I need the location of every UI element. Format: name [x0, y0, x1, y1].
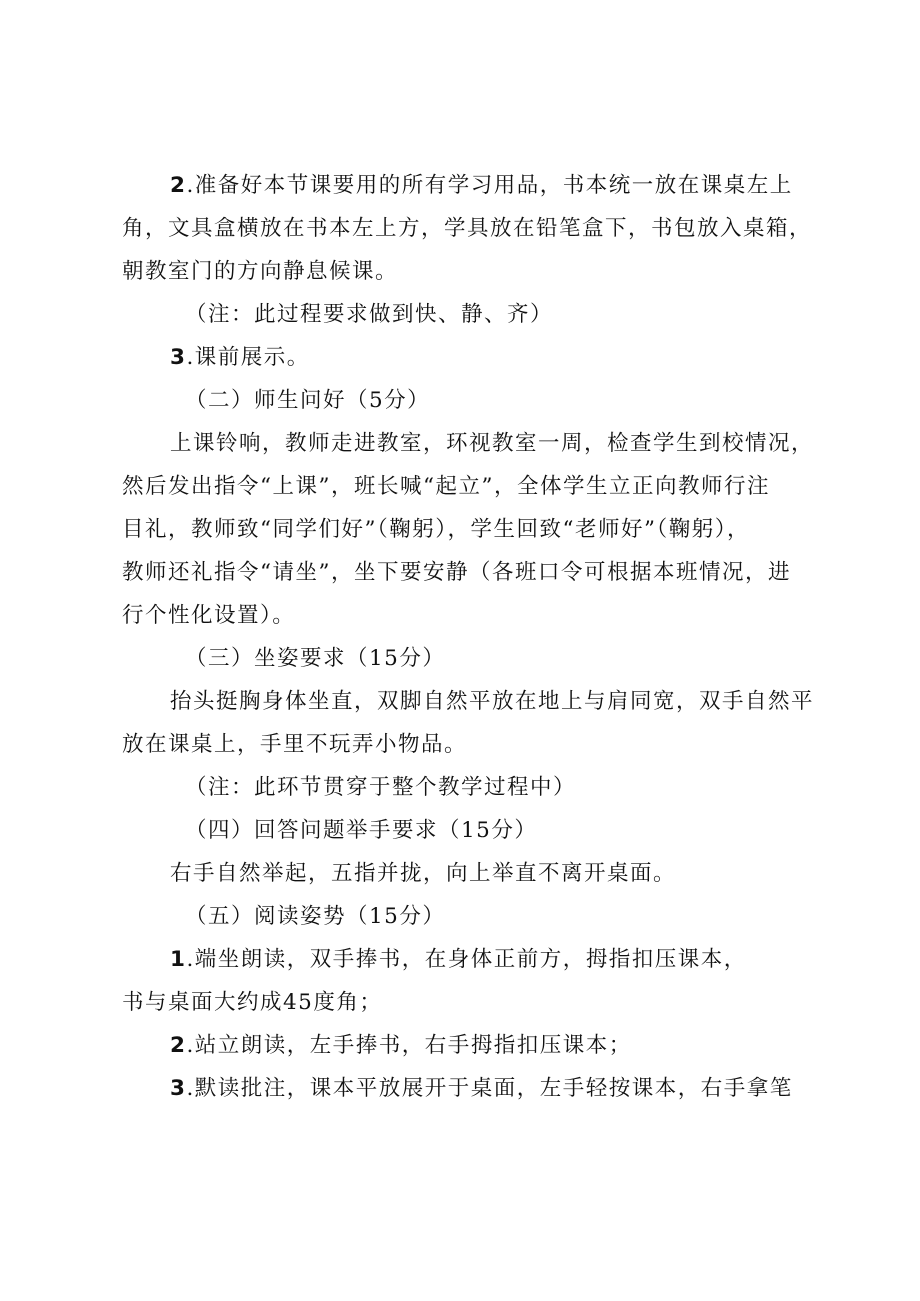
section-3-paragraph-line: 放在课桌上，手里不玩弄小物品。 — [122, 732, 468, 757]
section-2-paragraph-line: 上课铃响，教师走进教室，环视教室一周，检查学生到校情况， — [170, 431, 815, 456]
item-2-line-2: 角，文具盒横放在书本左上方，学具放在铅笔盒下，书包放入桌箱， — [122, 216, 813, 241]
note-1: （注：此过程要求做到快、静、齐） — [185, 302, 554, 327]
reading-item-3-text: .默读批注，课本平放展开于桌面，左手轻按课本，右手拿笔 — [186, 1076, 793, 1101]
section-4-paragraph-line: 右手自然举起，五指并拢，向上举直不离开桌面。 — [170, 861, 677, 886]
section-3-paragraph-line: 抬头挺胸身体坐直，双脚自然平放在地上与肩同宽，双手自然平 — [170, 689, 815, 714]
note-2: （注：此环节贯穿于整个教学过程中） — [185, 775, 577, 800]
reading-item-1-line-2: 书与桌面大约成45度角； — [122, 990, 383, 1015]
item-2-line-1 — [170, 171, 793, 201]
item-3-number: 3 — [170, 345, 187, 370]
section-4-heading: （四）回答问题举手要求（15分） — [185, 818, 538, 843]
reading-item-2-text: .站立朗读，左手捧书，右手拇指扣压课本； — [186, 1033, 632, 1058]
reading-item-1-line-1 — [170, 945, 747, 975]
item-2-text: .准备好本节课要用的所有学习用品，书本统一放在课桌左上 — [186, 173, 793, 198]
section-3-heading: （三）坐姿要求（15分） — [185, 646, 446, 671]
reading-item-1-text: .端坐朗读，双手捧书，在身体正前方，拇指扣压课本， — [186, 947, 747, 972]
section-2-paragraph-line: 行个性化设置）。 — [122, 603, 296, 628]
item-3 — [170, 343, 310, 373]
section-5-heading: （五）阅读姿势（15分） — [185, 904, 446, 929]
section-2-paragraph-line: 目礼，教师致“同学们好”（鞠躬），学生回致“老师好”（鞠躬）， — [122, 517, 750, 542]
section-2-heading: （二）师生问好（5分） — [185, 388, 431, 413]
item-2-line-3: 朝教室门的方向静息候课。 — [122, 259, 399, 284]
section-2-paragraph-line: 教师还礼指令“请坐”，坐下要安静（各班口令可根据本班情况，进 — [122, 560, 791, 585]
item-2-number: 2 — [170, 173, 187, 198]
reading-item-3 — [170, 1074, 793, 1104]
reading-item-3-number: 3 — [170, 1076, 187, 1101]
item-3-text: .课前展示。 — [186, 345, 310, 370]
reading-item-2 — [170, 1031, 632, 1061]
reading-item-1-number: 1 — [170, 947, 187, 972]
reading-item-2-number: 2 — [170, 1033, 187, 1058]
section-2-paragraph-line: 然后发出指令“上课”，班长喊“起立”，全体学生立正向教师行注 — [122, 474, 770, 499]
